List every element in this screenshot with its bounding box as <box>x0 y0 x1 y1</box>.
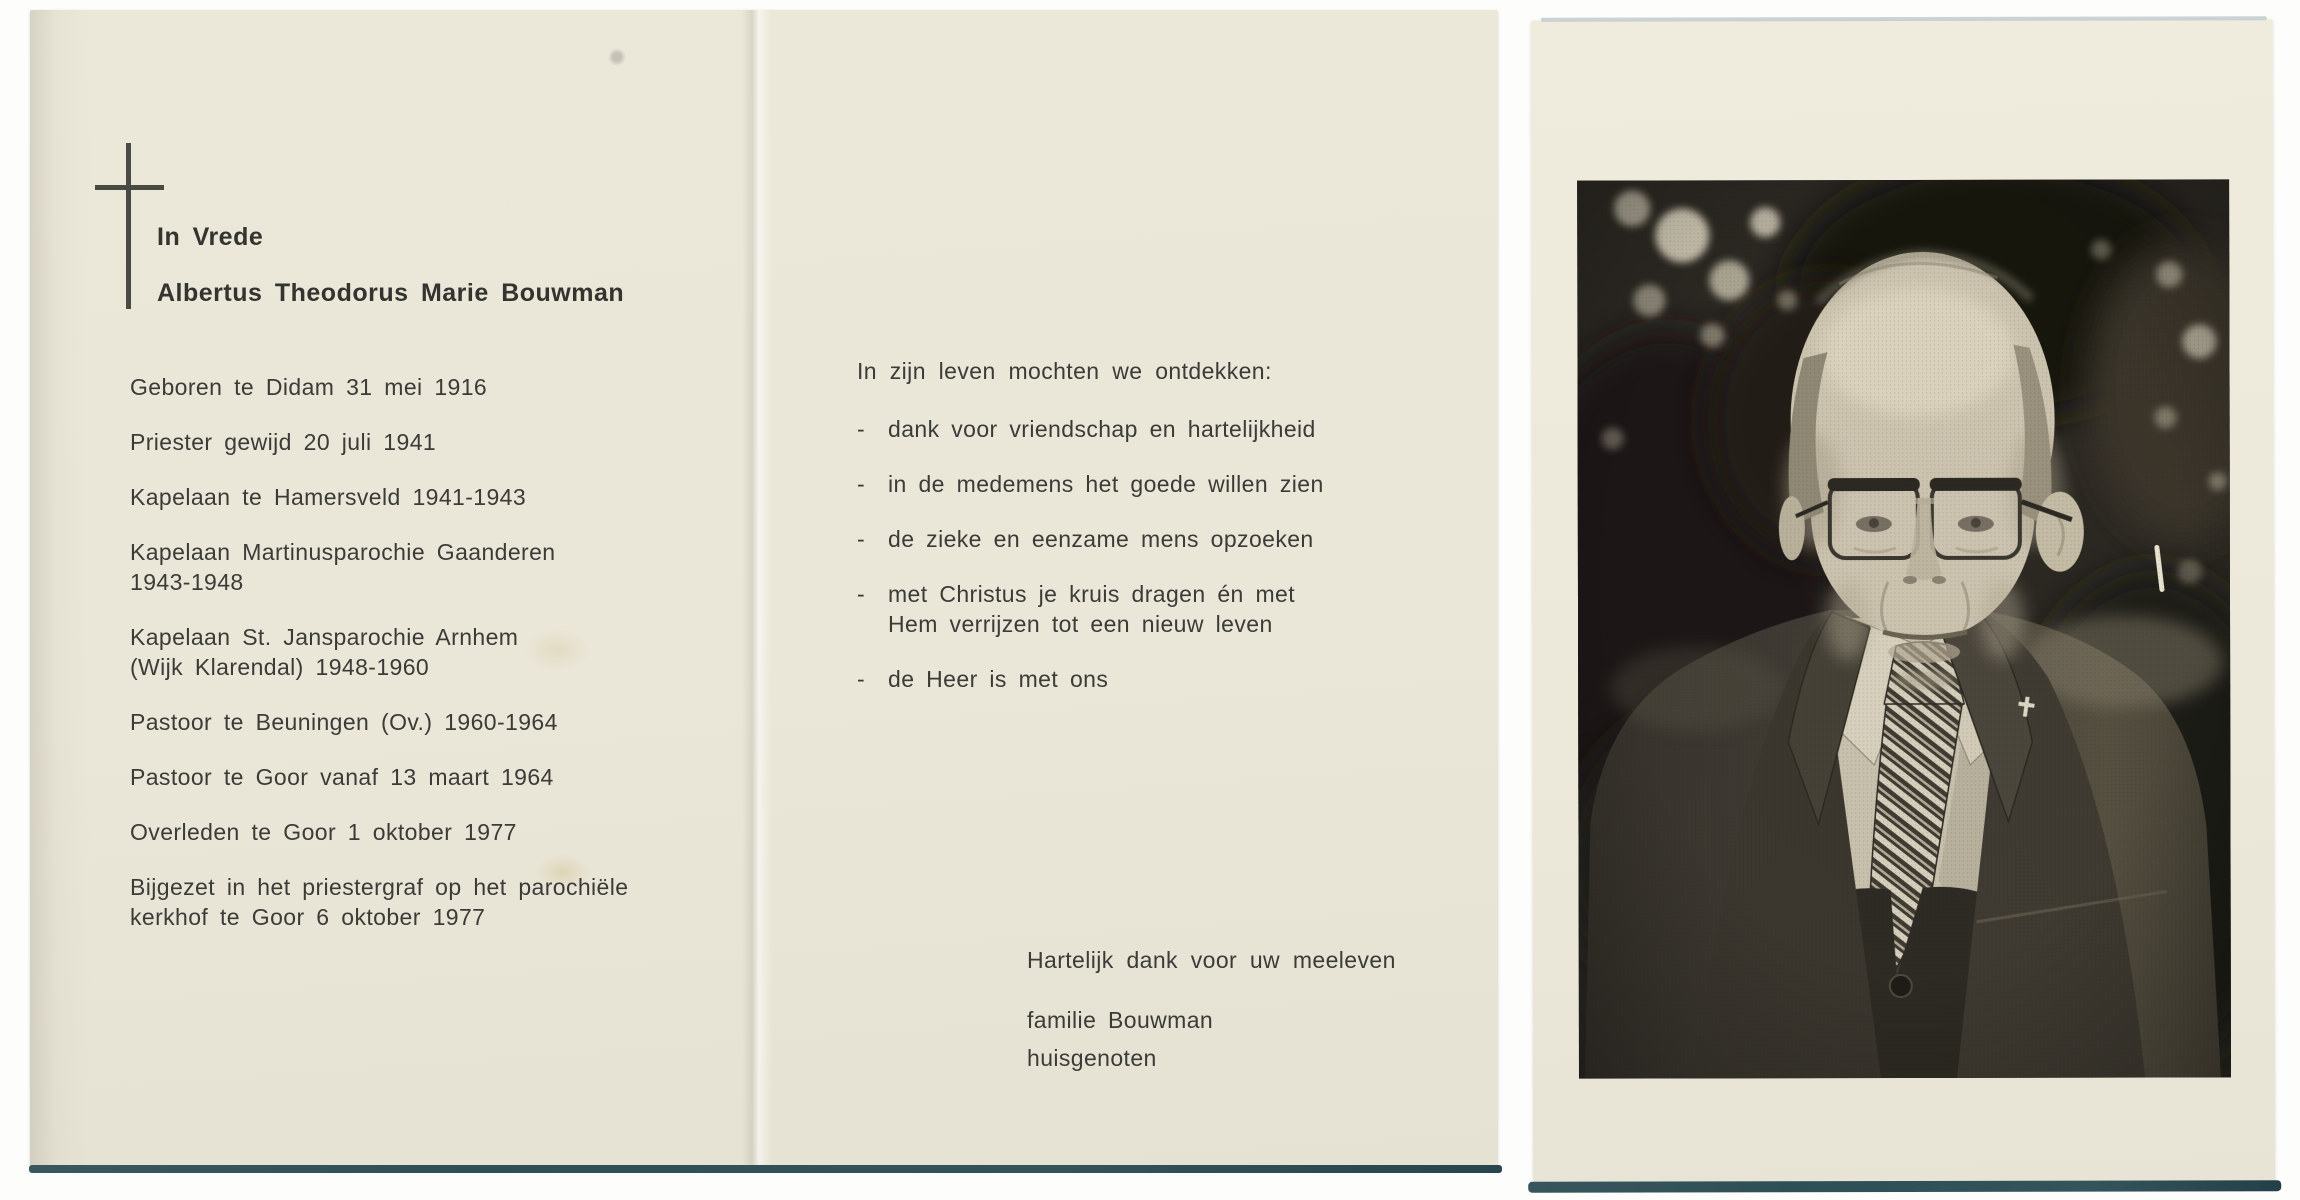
memory-item: - de Heer is met ons <box>857 666 1109 692</box>
memory-item: - in de medemens het goede willen zien <box>857 471 1324 497</box>
life-events-list <box>130 372 628 957</box>
life-event: Kapelaan Martinusparochie Gaanderen 1943-1948 <box>130 539 556 595</box>
vignette <box>1577 179 2231 1078</box>
memory-item: - met Christus je kruis dragen én met Hem verrijzen tot een nieuw leven <box>857 581 1296 637</box>
photo-card <box>1531 19 2275 1184</box>
signoff-household: huisgenoten <box>1027 1045 1157 1071</box>
memories-intro: In zijn leven mochten we ontdekken: <box>857 358 1272 384</box>
life-event: Pastoor te Beuningen (Ov.) 1960-1964 <box>130 709 558 735</box>
memory-item: - de zieke en eenzame mens opzoeken <box>857 526 1314 552</box>
memory-item: - dank voor vriendschap en hartelijkheid <box>857 416 1316 442</box>
signoff-family: familie Bouwman <box>1027 1007 1214 1033</box>
thanks-line: Hartelijk dank voor uw meeleven <box>1027 947 1396 973</box>
life-event: Geboren te Didam 31 mei 1916 <box>130 374 488 400</box>
page-title: In Vrede <box>157 223 264 251</box>
life-event: Priester gewijd 20 juli 1941 <box>130 429 437 455</box>
dash-bullet: - <box>857 666 865 692</box>
signoff <box>1027 1001 1213 1077</box>
memorial-card-spread <box>30 10 1498 1166</box>
life-event: Bijgezet in het priestergraf op het parochiële kerkhof te Goor 6 oktober 1977 <box>130 874 629 930</box>
dash-bullet: - <box>857 581 865 607</box>
life-event: Pastoor te Goor vanaf 13 maart 1964 <box>130 764 554 790</box>
life-event: Overleden te Goor 1 oktober 1977 <box>130 819 517 845</box>
portrait-photo <box>1577 179 2231 1078</box>
life-event: Kapelaan St. Jansparochie Arnhem (Wijk Klarendal) 1948-1960 <box>130 624 519 680</box>
deceased-name: Albertus Theodorus Marie Bouwman <box>157 279 625 307</box>
dash-bullet: - <box>857 471 865 497</box>
memories-list <box>857 414 1324 719</box>
dash-bullet: - <box>857 526 865 552</box>
life-event: Kapelaan te Hamersveld 1941-1943 <box>130 484 527 510</box>
dash-bullet: - <box>857 416 865 442</box>
portrait-photo-drawing <box>1577 179 2231 1078</box>
